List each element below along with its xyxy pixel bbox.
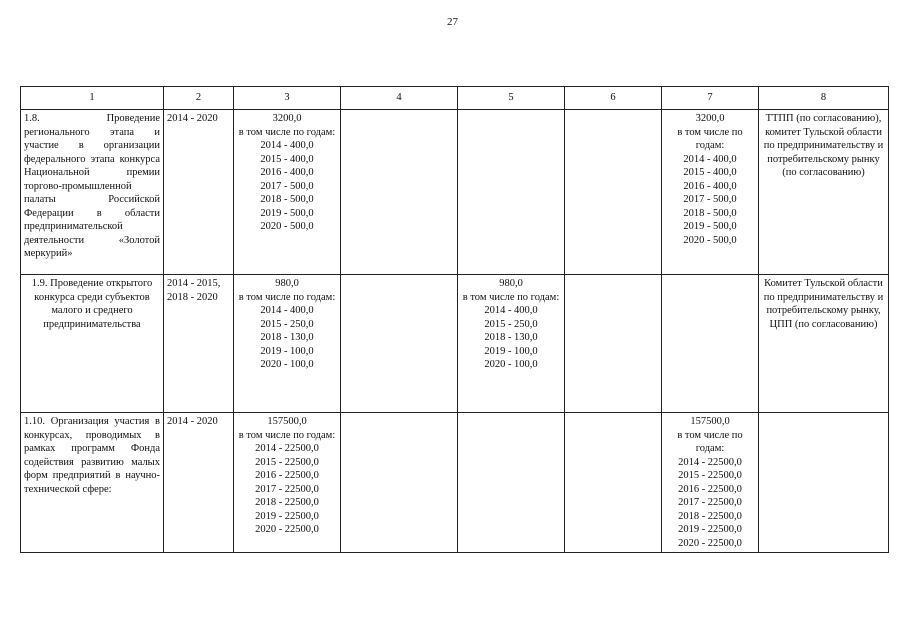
year-amount: 2018 - 500,0 [683, 207, 737, 219]
year-amount: 2016 - 400,0 [683, 180, 737, 192]
year-amount: 2014 - 400,0 [260, 140, 314, 151]
executor-cell: Комитет Тульской области по предпринимательству и потребительскому рынку, ЦПП (по согласованию) [759, 275, 889, 413]
funding-col5-cell [458, 275, 565, 413]
year-amount: 2018 - 130,0 [260, 332, 314, 343]
column-header: 8 [759, 87, 889, 110]
amount-note: в том числе по годам: [677, 429, 743, 454]
year-amount: 2016 - 400,0 [260, 167, 314, 178]
column-header: 4 [341, 87, 458, 110]
amount-note: в том числе по годам: [238, 291, 336, 303]
funding-total-cell [234, 413, 341, 553]
year-amount: 2014 - 400,0 [484, 305, 538, 316]
year-amount: 2014 - 400,0 [260, 305, 314, 316]
year-amount: 2016 - 22500,0 [678, 483, 742, 495]
year-amount: 2017 - 500,0 [683, 194, 737, 205]
year-amount: 2015 - 400,0 [260, 153, 314, 165]
table-row [21, 275, 889, 413]
year-amount: 2017 - 22500,0 [255, 483, 319, 495]
column-header: 6 [565, 87, 662, 110]
period-cell: 2014 - 2020 [164, 110, 234, 275]
year-amount: 2017 - 22500,0 [678, 497, 742, 508]
empty-cell [662, 275, 759, 413]
period-cell: 2014 - 2020 [164, 413, 234, 553]
year-amount: 2014 - 22500,0 [255, 443, 319, 454]
empty-cell [341, 275, 458, 413]
amount-total: 980,0 [499, 278, 523, 289]
period-cell: 2014 - 2015, 2018 - 2020 [164, 275, 234, 413]
funding-total-cell [234, 110, 341, 275]
funding-col7-cell [662, 110, 759, 275]
column-header: 7 [662, 87, 759, 110]
year-amount: 2016 - 22500,0 [255, 470, 319, 481]
year-amount: 2019 - 22500,0 [678, 524, 742, 535]
column-header: 3 [234, 87, 341, 110]
year-amount: 2020 - 22500,0 [255, 524, 319, 535]
year-amount: 2015 - 400,0 [683, 167, 737, 178]
year-amount: 2014 - 400,0 [683, 153, 737, 165]
table-row [21, 110, 889, 275]
column-header: 5 [458, 87, 565, 110]
year-amount: 2018 - 130,0 [484, 332, 538, 343]
empty-cell [565, 413, 662, 553]
program-table [20, 86, 889, 553]
year-amount: 2018 - 500,0 [260, 194, 314, 205]
year-amount: 2020 - 100,0 [260, 359, 314, 370]
year-amount: 2019 - 22500,0 [255, 510, 319, 522]
header-row [21, 87, 889, 110]
year-amount: 2015 - 22500,0 [678, 470, 742, 481]
activity-name: 1.9. Проведение открытого конкурса среди субъектов малого и среднего предпринимательства [21, 275, 164, 413]
empty-cell [341, 413, 458, 553]
amount-total: 980,0 [275, 278, 299, 289]
page-number: 27 [447, 16, 458, 28]
amount-note: в том числе по годам: [238, 429, 336, 441]
year-amount: 2018 - 22500,0 [255, 497, 319, 508]
empty-cell [565, 110, 662, 275]
year-amount: 2019 - 500,0 [683, 221, 737, 232]
year-amount: 2017 - 500,0 [260, 180, 314, 192]
executor-cell: ТТПП (по согласованию), комитет Тульской области по предпринимательству и потребительскому рынку (по согласованию) [759, 110, 889, 275]
empty-cell [341, 110, 458, 275]
year-amount: 2019 - 500,0 [260, 207, 314, 219]
empty-cell [458, 110, 565, 275]
amount-total: 3200,0 [695, 113, 725, 124]
year-amount: 2015 - 250,0 [484, 318, 538, 330]
funding-total-cell [234, 275, 341, 413]
column-header: 1 [21, 87, 164, 110]
executor-cell [759, 413, 889, 553]
year-amount: 2019 - 100,0 [260, 345, 314, 357]
year-amount: 2015 - 250,0 [260, 318, 314, 330]
table-row [21, 413, 889, 553]
funding-col7-cell [662, 413, 759, 553]
amount-total: 3200,0 [272, 113, 302, 124]
column-header: 2 [164, 87, 234, 110]
year-amount: 2020 - 22500,0 [678, 537, 742, 549]
empty-cell [565, 275, 662, 413]
year-amount: 2014 - 22500,0 [678, 456, 742, 468]
empty-cell [458, 413, 565, 553]
amount-total: 157500,0 [690, 416, 730, 427]
activity-name: 1.8. Проведение регионального этапа и участие в организации федерального этапа конкурса Национальной премии торгово-промышленной палаты Российской Федерации в области предпринимательской деятельности «Золотой меркурий» [21, 110, 164, 275]
year-amount: 2020 - 500,0 [260, 221, 314, 232]
year-amount: 2020 - 500,0 [683, 234, 737, 246]
amount-total: 157500,0 [267, 416, 307, 427]
activity-name: 1.10. Организация участия в конкурсах, проводимых в рамках программ Фонда содействия развитию малых форм предприятий в научно-технической сфере: [21, 413, 164, 553]
year-amount: 2018 - 22500,0 [678, 510, 742, 522]
amount-note: в том числе по годам: [677, 126, 743, 151]
amount-note: в том числе по годам: [238, 126, 336, 138]
amount-note: в том числе по годам: [462, 291, 560, 303]
year-amount: 2015 - 22500,0 [255, 456, 319, 468]
year-amount: 2019 - 100,0 [484, 345, 538, 357]
year-amount: 2020 - 100,0 [484, 359, 538, 370]
